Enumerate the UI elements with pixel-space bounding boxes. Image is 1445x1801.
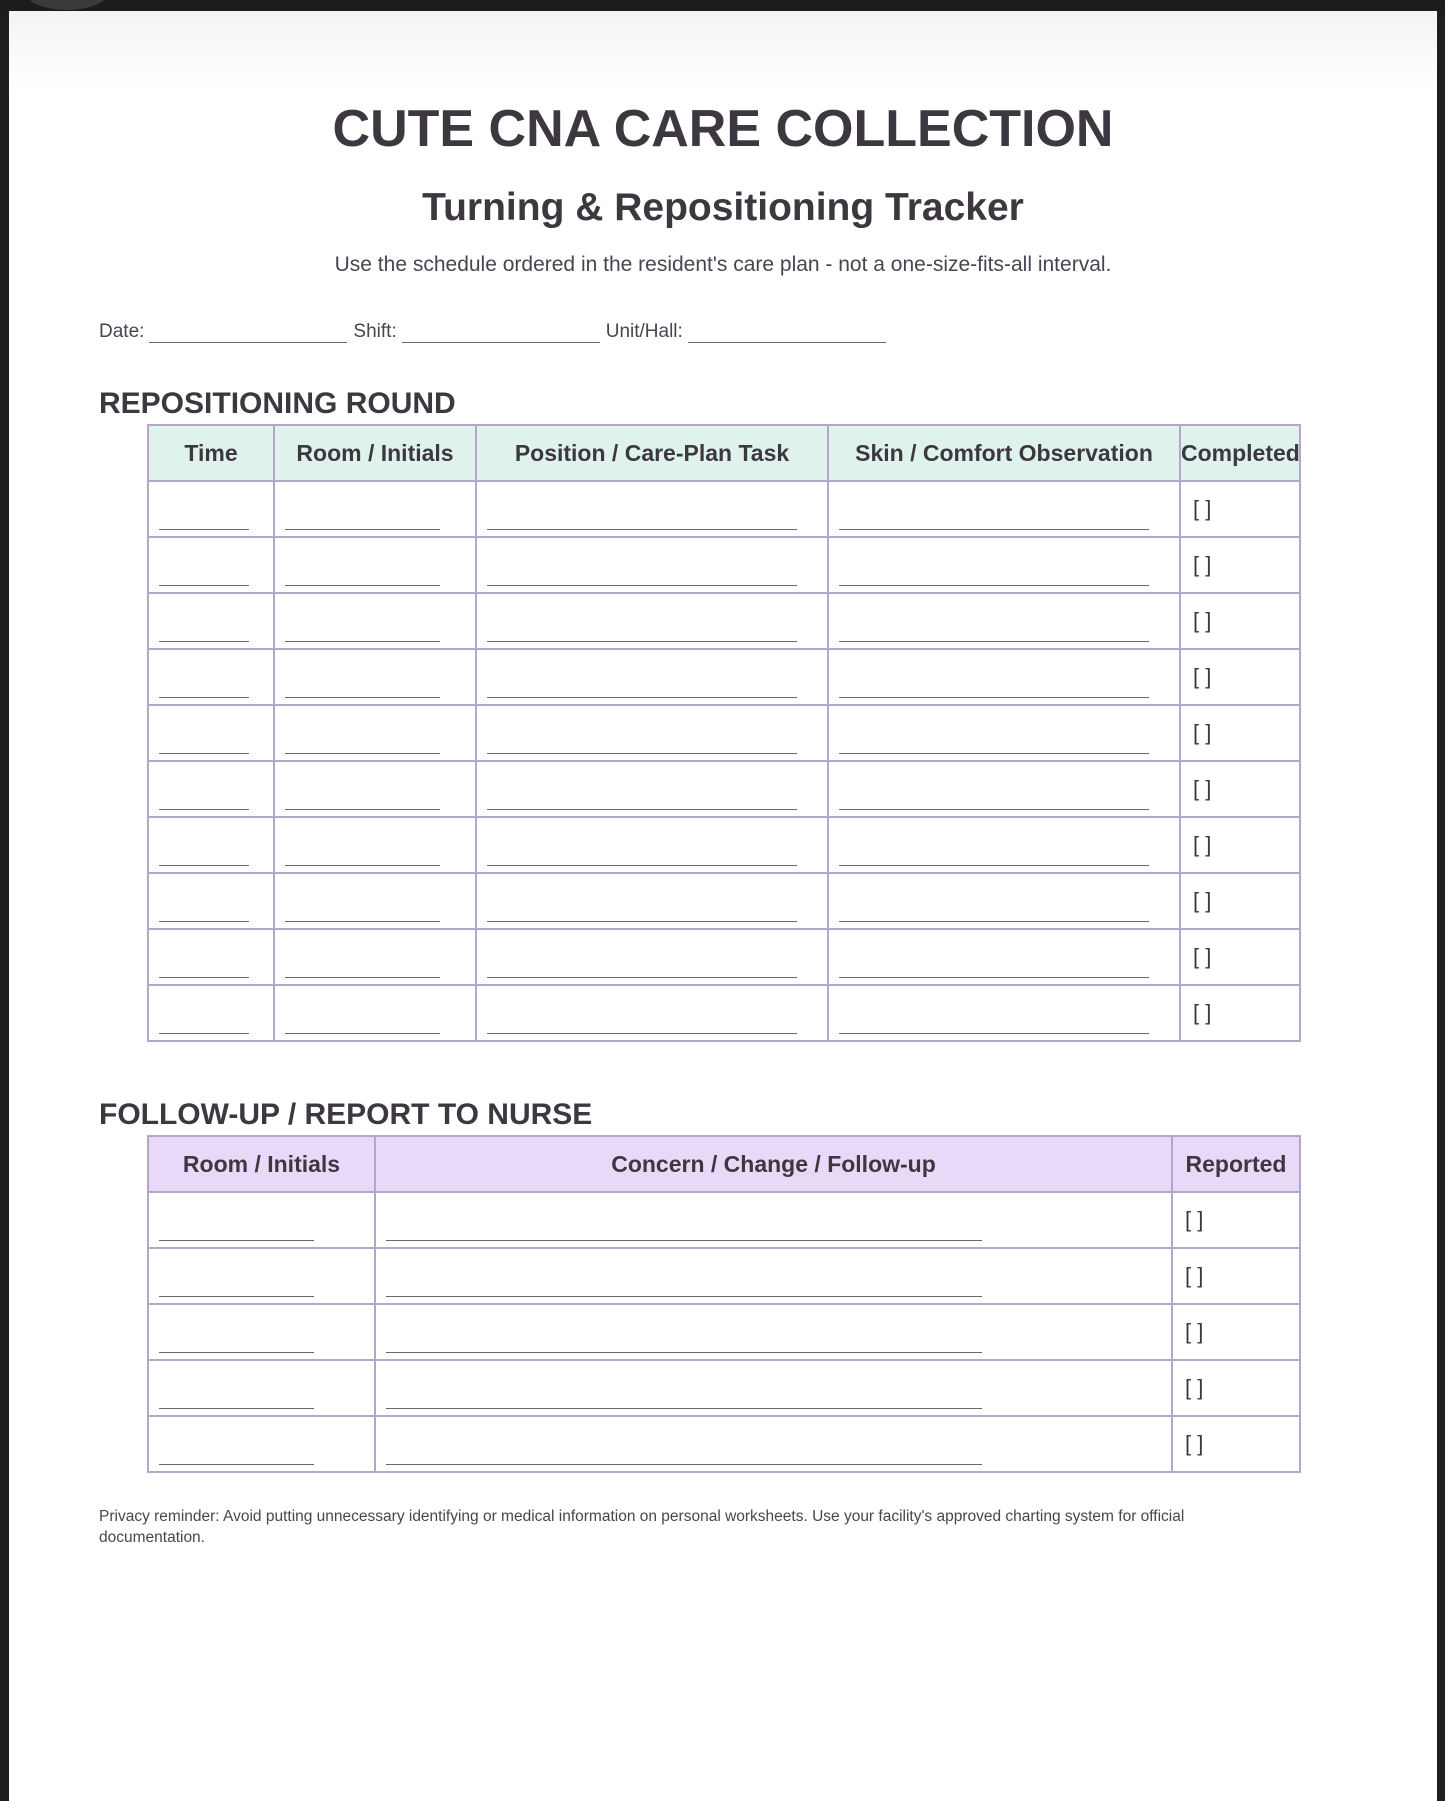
write-in-line [159, 625, 249, 642]
write-in-line [159, 569, 249, 586]
table-row [148, 593, 1300, 649]
followup-heading: FOLLOW-UP / REPORT TO NURSE [99, 1098, 593, 1131]
shift-field[interactable] [402, 324, 600, 343]
blank-cell[interactable] [828, 537, 1180, 593]
column-header-reported: Reported [1172, 1136, 1300, 1192]
blank-cell[interactable] [375, 1192, 1172, 1248]
write-in-line [159, 513, 249, 530]
write-in-line [285, 1017, 440, 1034]
blank-cell[interactable] [274, 537, 476, 593]
write-in-line [839, 961, 1149, 978]
write-in-line [839, 793, 1149, 810]
completed-cell[interactable] [1180, 593, 1300, 649]
blank-cell[interactable] [274, 761, 476, 817]
completed-checkbox[interactable]: [ ] [1193, 1000, 1212, 1025]
privacy-reminder: Privacy reminder: Avoid putting unnecessary identifying or medical information on personal worksheets. Use your facility's approved charting system for official documentation. [99, 1508, 1185, 1546]
write-in-line [285, 513, 440, 530]
blank-cell[interactable] [148, 649, 274, 705]
blank-cell[interactable] [476, 761, 828, 817]
completed-checkbox[interactable]: [ ] [1193, 608, 1212, 633]
write-in-line [386, 1392, 982, 1409]
blank-cell[interactable] [476, 537, 828, 593]
write-in-line [159, 1448, 314, 1465]
write-in-line [487, 961, 797, 978]
write-in-line [839, 681, 1149, 698]
blank-cell[interactable] [476, 649, 828, 705]
table-row [148, 481, 1300, 537]
write-in-line [159, 681, 249, 698]
unit-field[interactable] [688, 324, 886, 343]
write-in-line [159, 793, 249, 810]
write-in-line [839, 737, 1149, 754]
write-in-line [487, 905, 797, 922]
completed-checkbox[interactable]: [ ] [1193, 944, 1212, 969]
worksheet-page [9, 11, 1437, 1801]
completed-cell[interactable] [1180, 817, 1300, 873]
write-in-line [487, 681, 797, 698]
completed-cell[interactable] [1180, 761, 1300, 817]
blank-cell[interactable] [375, 1248, 1172, 1304]
write-in-line [159, 905, 249, 922]
write-in-line [839, 513, 1149, 530]
write-in-line [487, 569, 797, 586]
blank-cell[interactable] [148, 1416, 375, 1472]
write-in-line [285, 849, 440, 866]
write-in-line [487, 793, 797, 810]
reported-cell[interactable] [1172, 1248, 1300, 1304]
blank-cell[interactable] [148, 705, 274, 761]
repositioning-table [147, 424, 1301, 1042]
reported-cell[interactable] [1172, 1304, 1300, 1360]
write-in-line [159, 1224, 314, 1241]
write-in-line [839, 849, 1149, 866]
table-row [148, 1416, 1300, 1472]
blank-cell[interactable] [274, 985, 476, 1041]
blank-cell[interactable] [828, 761, 1180, 817]
write-in-line [285, 737, 440, 754]
repositioning-header-row [148, 425, 1300, 481]
date-field[interactable] [149, 324, 347, 343]
write-in-line [487, 849, 797, 866]
blank-cell[interactable] [828, 593, 1180, 649]
window-top-bar [0, 0, 1445, 11]
column-header-room-initials: Room / Initials [274, 425, 476, 481]
table-row [148, 1304, 1300, 1360]
reported-cell[interactable] [1172, 1416, 1300, 1472]
completed-checkbox[interactable]: [ ] [1193, 776, 1212, 801]
blank-cell[interactable] [274, 593, 476, 649]
table-row [148, 537, 1300, 593]
blank-cell[interactable] [476, 817, 828, 873]
shift-label: Shift: [353, 321, 397, 342]
completed-cell[interactable] [1180, 705, 1300, 761]
blank-cell[interactable] [375, 1360, 1172, 1416]
blank-cell[interactable] [828, 929, 1180, 985]
write-in-line [285, 681, 440, 698]
write-in-line [487, 737, 797, 754]
write-in-line [285, 793, 440, 810]
reported-checkbox[interactable]: [ ] [1185, 1431, 1204, 1456]
window-right-edge [1437, 11, 1445, 1801]
reported-cell[interactable] [1172, 1192, 1300, 1248]
column-header-time: Time [148, 425, 274, 481]
table-row [148, 985, 1300, 1041]
unit-label: Unit/Hall: [605, 321, 683, 342]
sub-title: Turning & Repositioning Tracker [422, 186, 1024, 229]
table-row [148, 873, 1300, 929]
blank-cell[interactable] [828, 817, 1180, 873]
blank-cell[interactable] [828, 481, 1180, 537]
reported-checkbox[interactable]: [ ] [1185, 1375, 1204, 1400]
table-row [148, 649, 1300, 705]
completed-cell[interactable] [1180, 929, 1300, 985]
table-row [148, 1192, 1300, 1248]
table-row [148, 1248, 1300, 1304]
reported-checkbox[interactable]: [ ] [1185, 1263, 1204, 1288]
completed-checkbox[interactable]: [ ] [1193, 888, 1212, 913]
write-in-line [386, 1336, 982, 1353]
blank-cell[interactable] [274, 929, 476, 985]
table-row [148, 705, 1300, 761]
blank-cell[interactable] [828, 873, 1180, 929]
repositioning-heading: REPOSITIONING ROUND [99, 387, 456, 420]
blank-cell[interactable] [148, 537, 274, 593]
write-in-line [159, 737, 249, 754]
blank-cell[interactable] [375, 1416, 1172, 1472]
completed-checkbox[interactable]: [ ] [1193, 720, 1212, 745]
blank-cell[interactable] [476, 985, 828, 1041]
blank-cell[interactable] [148, 1192, 375, 1248]
blank-cell[interactable] [148, 761, 274, 817]
completed-checkbox[interactable]: [ ] [1193, 664, 1212, 689]
table-row [148, 1360, 1300, 1416]
write-in-line [285, 569, 440, 586]
care-plan-note: Use the schedule ordered in the resident's care plan - not a one-size-fits-all interval. [334, 253, 1112, 276]
completed-cell[interactable] [1180, 649, 1300, 705]
write-in-line [839, 569, 1149, 586]
column-header-completed: Completed [1180, 425, 1300, 481]
blank-cell[interactable] [476, 481, 828, 537]
column-header-skin-observation: Skin / Comfort Observation [828, 425, 1180, 481]
table-row [148, 929, 1300, 985]
completed-checkbox[interactable]: [ ] [1193, 552, 1212, 577]
reported-cell[interactable] [1172, 1360, 1300, 1416]
column-header-room-initials: Room / Initials [148, 1136, 375, 1192]
blank-cell[interactable] [148, 1304, 375, 1360]
blank-cell[interactable] [148, 873, 274, 929]
blank-cell[interactable] [148, 817, 274, 873]
blank-cell[interactable] [274, 705, 476, 761]
blank-cell[interactable] [148, 1360, 375, 1416]
reported-checkbox[interactable]: [ ] [1185, 1207, 1204, 1232]
blank-cell[interactable] [274, 649, 476, 705]
column-header-concern: Concern / Change / Follow-up [375, 1136, 1172, 1192]
write-in-line [285, 961, 440, 978]
blank-cell[interactable] [476, 705, 828, 761]
followup-table [147, 1135, 1301, 1473]
blank-cell[interactable] [274, 873, 476, 929]
blank-cell[interactable] [828, 705, 1180, 761]
blank-cell[interactable] [828, 649, 1180, 705]
column-header-position-task: Position / Care-Plan Task [476, 425, 828, 481]
blank-cell[interactable] [476, 873, 828, 929]
table-row [148, 761, 1300, 817]
blank-cell[interactable] [274, 817, 476, 873]
blank-cell[interactable] [274, 481, 476, 537]
blank-cell[interactable] [148, 985, 274, 1041]
write-in-line [487, 513, 797, 530]
completed-checkbox[interactable]: [ ] [1193, 496, 1212, 521]
completed-cell[interactable] [1180, 537, 1300, 593]
date-label: Date: [99, 321, 145, 342]
completed-cell[interactable] [1180, 985, 1300, 1041]
write-in-line [386, 1280, 982, 1297]
blank-cell[interactable] [828, 985, 1180, 1041]
write-in-line [839, 905, 1149, 922]
blank-cell[interactable] [476, 593, 828, 649]
write-in-line [159, 1280, 314, 1297]
blank-cell[interactable] [148, 1248, 375, 1304]
write-in-line [285, 905, 440, 922]
write-in-line [386, 1224, 982, 1241]
followup-header-row [148, 1136, 1300, 1192]
table-row [148, 817, 1300, 873]
write-in-line [159, 1392, 314, 1409]
completed-cell[interactable] [1180, 873, 1300, 929]
write-in-line [487, 625, 797, 642]
page-top-shade [9, 11, 1437, 91]
write-in-line [159, 1336, 314, 1353]
blank-cell[interactable] [148, 593, 274, 649]
write-in-line [159, 1017, 249, 1034]
completed-cell[interactable] [1180, 481, 1300, 537]
write-in-line [487, 1017, 797, 1034]
blank-cell[interactable] [375, 1304, 1172, 1360]
write-in-line [159, 961, 249, 978]
write-in-line [839, 625, 1149, 642]
write-in-line [839, 1017, 1149, 1034]
write-in-line [285, 625, 440, 642]
main-title: CUTE CNA CARE COLLECTION [332, 100, 1114, 158]
header-fields [99, 321, 892, 343]
blank-cell[interactable] [148, 929, 274, 985]
write-in-line [159, 849, 249, 866]
reported-checkbox[interactable]: [ ] [1185, 1319, 1204, 1344]
completed-checkbox[interactable]: [ ] [1193, 832, 1212, 857]
write-in-line [386, 1448, 982, 1465]
blank-cell[interactable] [148, 481, 274, 537]
blank-cell[interactable] [476, 929, 828, 985]
